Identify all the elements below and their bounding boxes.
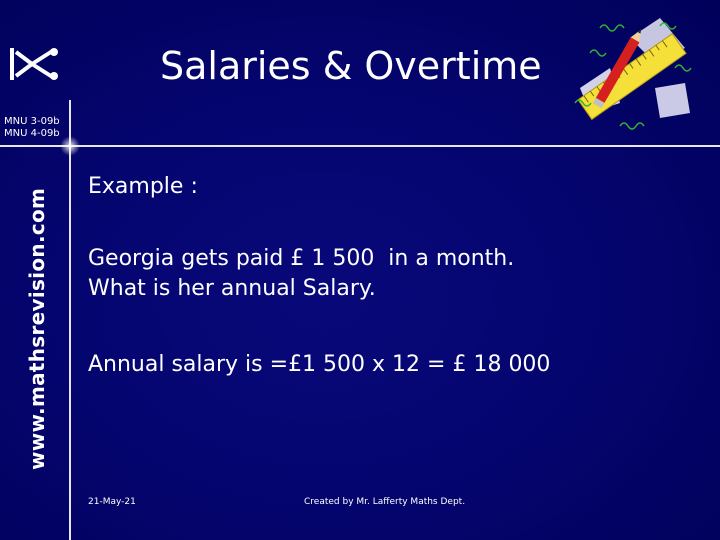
- divider-glow: [60, 136, 80, 156]
- footer-credit: Created by Mr. Lafferty Maths Dept.: [304, 497, 466, 507]
- example-label: Example :: [88, 174, 198, 199]
- question-line: What is her annual Salary.: [88, 276, 376, 301]
- slide-title: Salaries & Overtime: [160, 44, 542, 88]
- course-codes: [4, 116, 60, 140]
- answer-text: Annual salary is =£1 500 x 12 = £ 18 000: [88, 352, 551, 377]
- ruler-pencil-clipart-icon: [560, 8, 700, 138]
- scissors-logo-icon: [8, 44, 60, 84]
- website-url: www.mathsrevision.com: [25, 187, 49, 470]
- vertical-divider: [69, 100, 71, 540]
- question-line: Georgia gets paid £ 1 500 in a month.: [88, 246, 515, 271]
- course-code: MNU 3-09b: [4, 116, 60, 127]
- footer-date: 21-May-21: [88, 497, 136, 507]
- course-code: MNU 4-09b: [4, 128, 60, 139]
- question-text: [88, 244, 514, 304]
- horizontal-divider: [0, 145, 720, 147]
